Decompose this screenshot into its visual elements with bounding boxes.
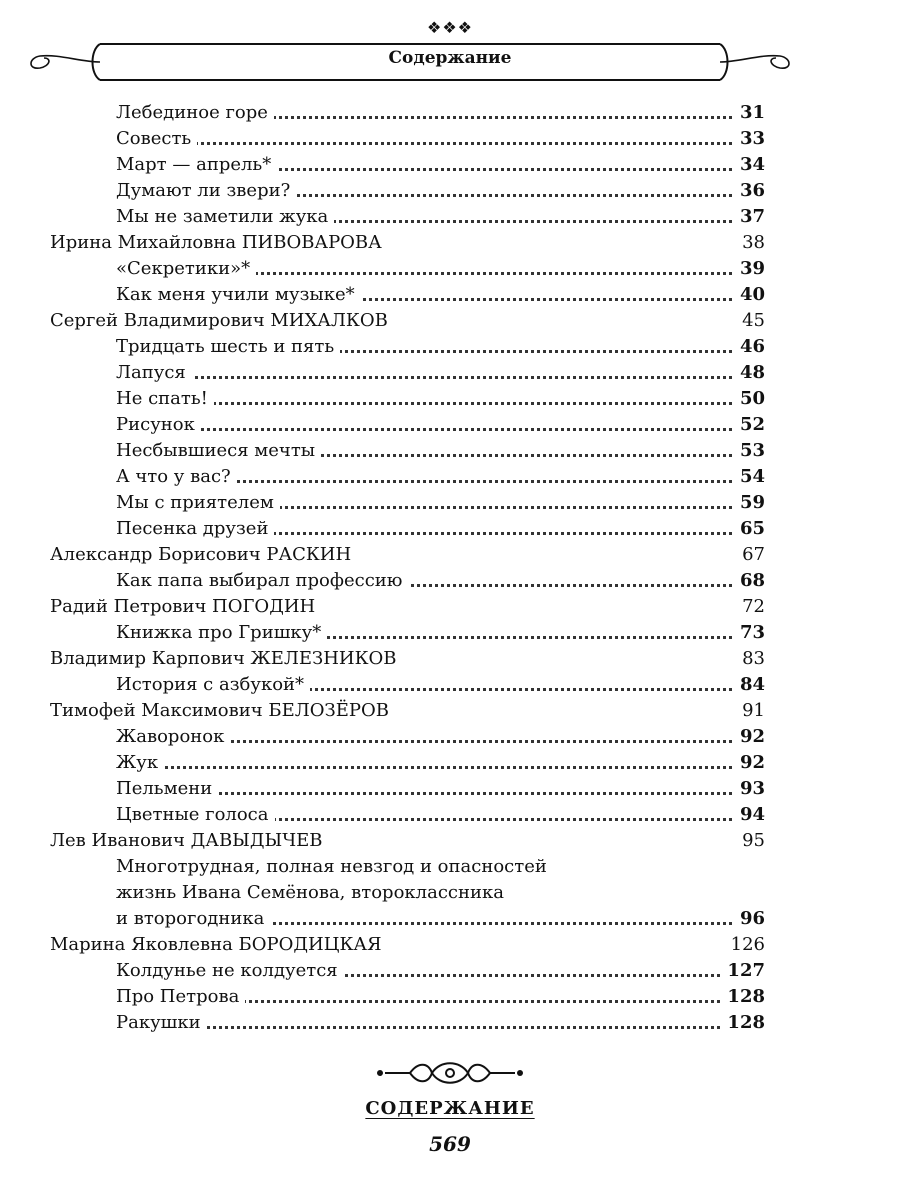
- toc-entry-title: Жаворонок: [116, 724, 230, 750]
- toc-entry-title: Ракушки: [116, 1010, 207, 1036]
- toc-entry-page: 38: [736, 230, 765, 256]
- toc-entry-title: Как папа выбирал профессию: [116, 568, 408, 594]
- toc-entry-title: Песенка друзей: [116, 516, 274, 542]
- toc-entry-page: 68: [734, 568, 765, 594]
- toc-entry-title: Тимофей Максимович БЕЛОЗЁРОВ: [50, 698, 395, 724]
- toc-story-entry: [0, 126, 900, 152]
- toc-entry-page: 93: [734, 776, 765, 802]
- toc-entry-title: Владимир Карпович ЖЕЛЕЗНИКОВ: [50, 646, 403, 672]
- toc-story-entry: [0, 516, 900, 542]
- toc-entry-page: 31: [734, 100, 765, 126]
- toc-story-entry: [0, 984, 900, 1010]
- toc-entry-title: Не спать!: [116, 386, 214, 412]
- toc-entry-page: 36: [734, 178, 765, 204]
- toc-entry-title: Мы не заметили жука: [116, 204, 334, 230]
- toc-entry-title: Цветные голоса: [116, 802, 275, 828]
- toc-author-entry: [0, 932, 900, 958]
- toc-story-entry: [0, 1010, 900, 1036]
- toc-entry-page: 84: [734, 672, 765, 698]
- toc-author-entry: [0, 230, 900, 256]
- toc-author-entry: [0, 646, 900, 672]
- toc-story-entry: [0, 152, 900, 178]
- table-of-contents: [0, 100, 900, 1036]
- toc-entry-page: 92: [734, 724, 765, 750]
- toc-entry-page: 37: [734, 204, 765, 230]
- toc-entry-title: и второгодника: [116, 906, 270, 932]
- toc-story-entry: [0, 724, 900, 750]
- toc-entry-title: «Секретики»*: [116, 256, 256, 282]
- toc-story-entry: [0, 802, 900, 828]
- toc-entry-title: Рисунок: [116, 412, 201, 438]
- toc-entry-title: А что у вас?: [116, 464, 237, 490]
- toc-story-entry: [0, 334, 900, 360]
- toc-entry-title: Лев Иванович ДАВЫДЫЧЕВ: [50, 828, 329, 854]
- toc-entry-title: Колдунье не колдуется: [116, 958, 344, 984]
- toc-entry-title: Пельмени: [116, 776, 218, 802]
- toc-entry-title: Про Петрова: [116, 984, 245, 1010]
- toc-story-entry: [0, 282, 900, 308]
- page-number: 569: [429, 1132, 471, 1156]
- leader-dots: [116, 376, 750, 379]
- toc-entry-title: Жук: [116, 750, 164, 776]
- toc-entry-title: Лапуся: [116, 360, 192, 386]
- toc-story-entry: [0, 620, 900, 646]
- top-ornament: ❖❖❖: [426, 18, 474, 37]
- toc-entry-title: Ирина Михайловна ПИВОВАРОВА: [50, 230, 388, 256]
- toc-story-entry: [0, 672, 900, 698]
- toc-entry-title: жизнь Ивана Семёнова, второклассника: [116, 880, 510, 906]
- toc-entry-title: Марина Яковлевна БОРОДИЦКАЯ: [50, 932, 388, 958]
- toc-entry-page: 48: [734, 360, 765, 386]
- toc-entry-title: Радий Петрович ПОГОДИН: [50, 594, 321, 620]
- toc-entry-page: 67: [736, 542, 765, 568]
- toc-story-entry: [0, 178, 900, 204]
- toc-author-entry: [0, 542, 900, 568]
- toc-story-entry: [0, 438, 900, 464]
- toc-story-entry: [0, 750, 900, 776]
- bottom-ornament: [0, 1058, 900, 1088]
- toc-entry-page: 126: [725, 932, 765, 958]
- toc-entry-page: 95: [736, 828, 765, 854]
- toc-author-entry: [0, 698, 900, 724]
- toc-story-entry: [0, 958, 900, 984]
- toc-entry-title: Лебединое горе: [116, 100, 274, 126]
- toc-story-entry: [0, 568, 900, 594]
- toc-story-entry: [0, 464, 900, 490]
- leader-dots: [116, 428, 750, 431]
- toc-author-entry: [0, 308, 900, 334]
- toc-entry-page: 83: [736, 646, 765, 672]
- toc-entry-page: 96: [734, 906, 765, 932]
- toc-entry-title: История с азбукой*: [116, 672, 310, 698]
- toc-entry-page: 127: [721, 958, 765, 984]
- toc-entry-title: Тридцать шесть и пять: [116, 334, 340, 360]
- running-header-title: Содержание: [388, 48, 512, 68]
- footer-section-title: [0, 1098, 900, 1119]
- leader-dots: [116, 142, 750, 145]
- toc-entry-page: 33: [734, 126, 765, 152]
- toc-story-entry: [0, 100, 900, 126]
- toc-story-entry: [0, 386, 900, 412]
- leader-dots: [116, 766, 750, 769]
- toc-entry-page: 54: [734, 464, 765, 490]
- toc-entry-title: Совесть: [116, 126, 197, 152]
- toc-entry-title: Как меня учили музыке*: [116, 282, 361, 308]
- toc-story-entry: [0, 776, 900, 802]
- toc-entry-page: 39: [734, 256, 765, 282]
- toc-story-entry: [0, 854, 900, 880]
- toc-author-entry: [0, 594, 900, 620]
- toc-entry-title: Думают ли звери?: [116, 178, 296, 204]
- toc-entry-title: Александр Борисович РАСКИН: [50, 542, 357, 568]
- toc-entry-title: Мы с приятелем: [116, 490, 280, 516]
- toc-entry-page: 94: [734, 802, 765, 828]
- toc-story-entry: [0, 880, 900, 906]
- toc-entry-page: 92: [734, 750, 765, 776]
- toc-story-entry: [0, 360, 900, 386]
- toc-entry-page: 50: [734, 386, 765, 412]
- toc-story-entry: [0, 412, 900, 438]
- toc-entry-page: 128: [721, 984, 765, 1010]
- toc-entry-title: Сергей Владимирович МИХАЛКОВ: [50, 308, 394, 334]
- toc-entry-title: Несбывшиеся мечты: [116, 438, 321, 464]
- toc-entry-page: 45: [736, 308, 765, 334]
- footer-section-title-text: СОДЕРЖАНИЕ: [365, 1098, 535, 1119]
- toc-author-entry: [0, 828, 900, 854]
- toc-story-entry: [0, 906, 900, 932]
- toc-story-entry: [0, 490, 900, 516]
- toc-entry-page: 53: [734, 438, 765, 464]
- toc-entry-title: Март — апрель*: [116, 152, 277, 178]
- toc-entry-page: 34: [734, 152, 765, 178]
- toc-entry-title: Книжка про Гришку*: [116, 620, 327, 646]
- toc-entry-page: 72: [736, 594, 765, 620]
- toc-entry-page: 46: [734, 334, 765, 360]
- toc-story-entry: [0, 256, 900, 282]
- toc-entry-title: Многотрудная, полная невзгод и опасностей: [116, 854, 553, 880]
- toc-entry-page: 65: [734, 516, 765, 542]
- toc-entry-page: 73: [734, 620, 765, 646]
- toc-entry-page: 40: [734, 282, 765, 308]
- toc-story-entry: [0, 204, 900, 230]
- toc-entry-page: 59: [734, 490, 765, 516]
- toc-entry-page: 91: [736, 698, 765, 724]
- toc-entry-page: 52: [734, 412, 765, 438]
- leader-dots: [116, 1026, 750, 1029]
- toc-entry-page: 128: [721, 1010, 765, 1036]
